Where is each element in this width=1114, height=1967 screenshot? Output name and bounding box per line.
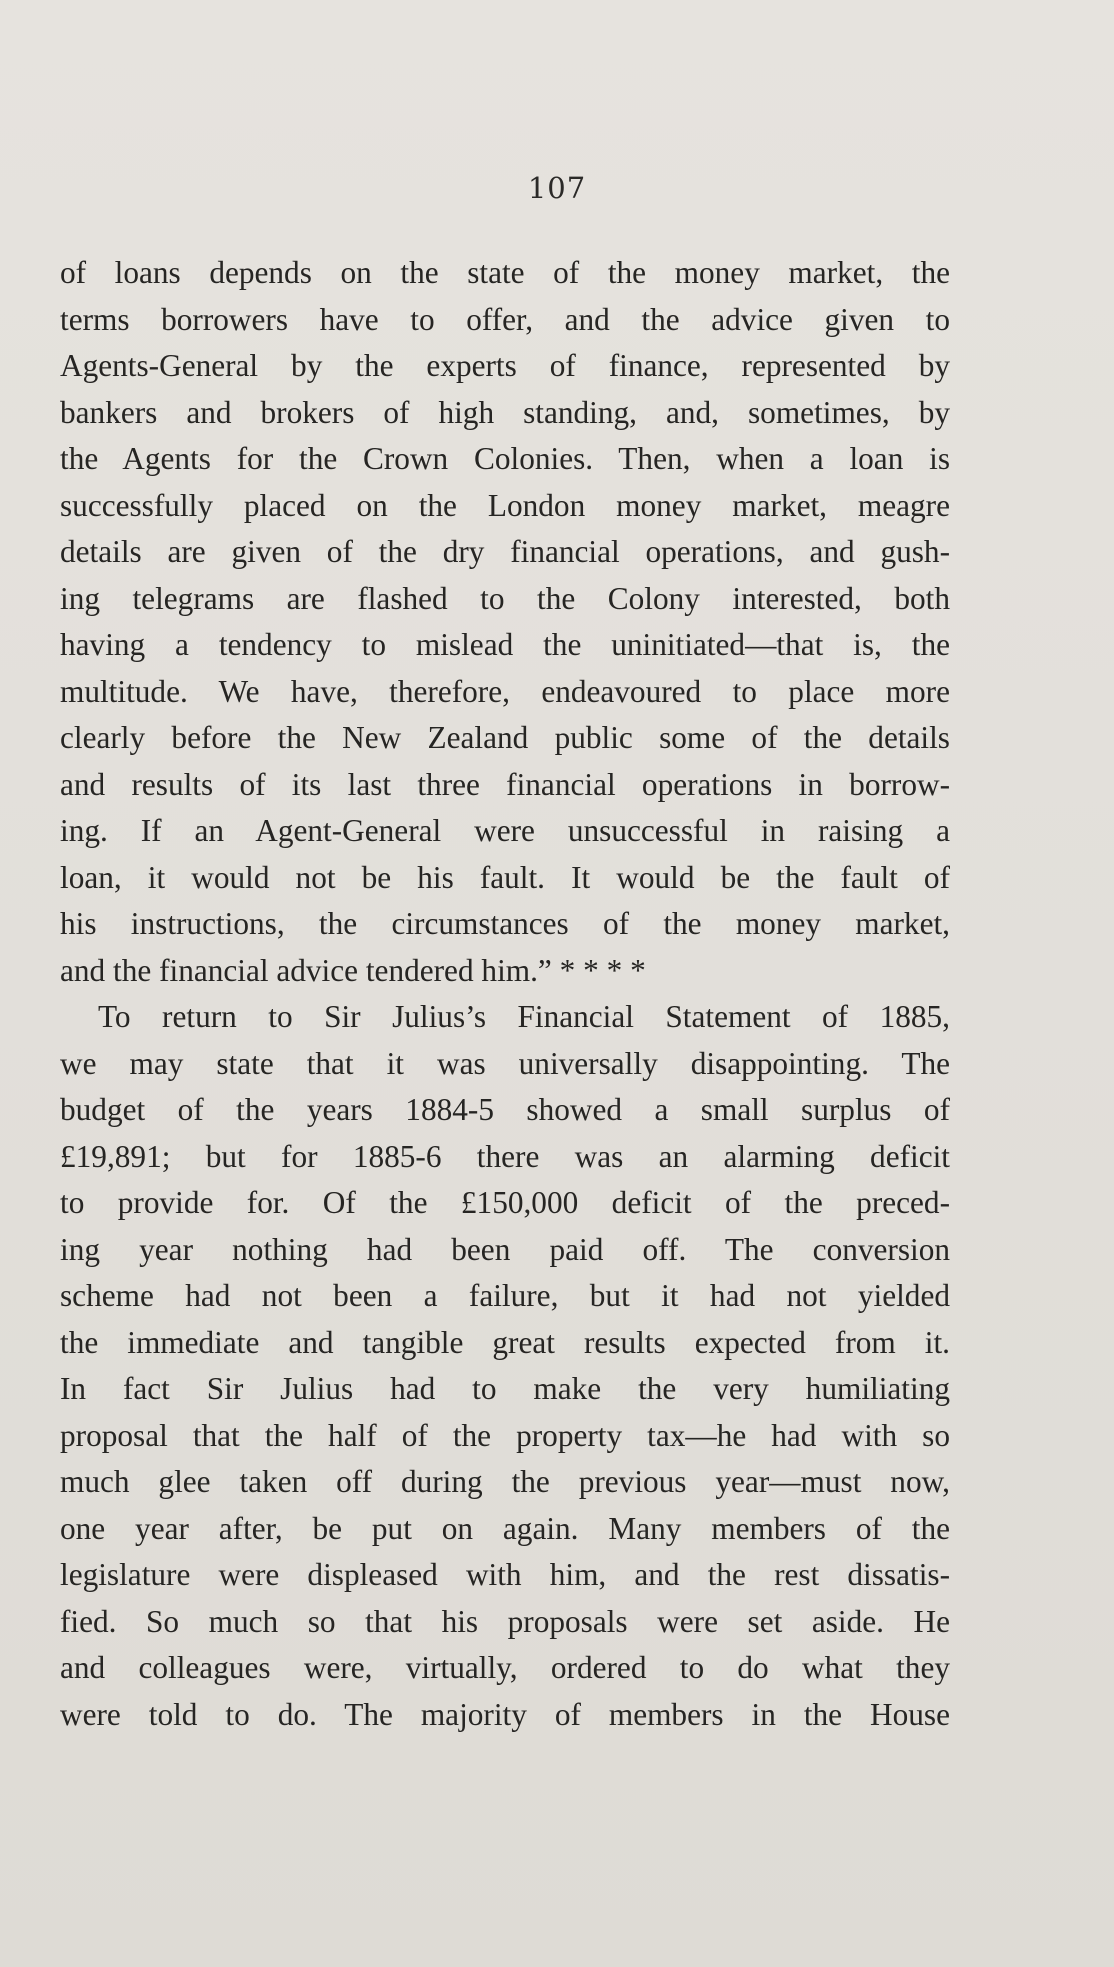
text-line: details are given of the dry financial operations, and gush- bbox=[60, 534, 950, 569]
text-line: we may state that it was universally disappointing. The bbox=[60, 1045, 950, 1081]
body-text bbox=[60, 250, 950, 1738]
text-line: fied. So much so that his proposals were set aside. He bbox=[60, 1603, 950, 1639]
text-line: In fact Sir Julius had to make the very humiliating bbox=[60, 1371, 950, 1406]
text-line: legislature were displeased with him, and the rest dissatis- bbox=[60, 1557, 950, 1592]
text-line: loan, it would not be his fault. It would be the fault of bbox=[60, 859, 950, 895]
text-line: the Agents for the Crown Colonies. Then, when a loan is bbox=[60, 441, 950, 476]
text-line: budget of the years 1884-5 showed a small surplus of bbox=[60, 1092, 950, 1127]
text-line: ing. If an Agent-General were unsuccessful in raising a bbox=[60, 813, 950, 848]
text-line: bankers and brokers of high standing, and, sometimes, by bbox=[60, 394, 950, 430]
text-line: the immediate and tangible great results expected from it. bbox=[60, 1324, 950, 1360]
text-line: proposal that the half of the property tax—he had with so bbox=[60, 1417, 950, 1453]
text-line: of loans depends on the state of the money market, the bbox=[60, 255, 950, 290]
text-line: clearly before the New Zealand public some of the details bbox=[60, 720, 950, 755]
text-line: and colleagues were, virtually, ordered to do what they bbox=[60, 1650, 950, 1685]
text-line: scheme had not been a failure, but it had not yielded bbox=[60, 1278, 950, 1313]
text-line: and the financial advice tendered him.” * * * * bbox=[60, 952, 646, 988]
text-line: multitude. We have, therefore, endeavoured to place more bbox=[60, 673, 950, 709]
text-line: his instructions, the circumstances of the money market, bbox=[60, 906, 950, 941]
page-number: 107 bbox=[527, 171, 587, 205]
text-line: were told to do. The majority of members in the House bbox=[60, 1696, 950, 1732]
paragraph-start-line: To return to Sir Julius’s Financial Statement of 1885, bbox=[98, 999, 950, 1034]
text-line: terms borrowers have to offer, and the advice given to bbox=[60, 301, 950, 337]
text-line: and results of its last three financial operations in borrow- bbox=[60, 766, 950, 802]
text-line: ing telegrams are flashed to the Colony interested, both bbox=[60, 580, 950, 616]
text-line: ing year nothing had been paid off. The conversion bbox=[60, 1231, 950, 1267]
text-line: successfully placed on the London money market, meagre bbox=[60, 487, 950, 523]
text-line: Agents-General by the experts of finance, represented by bbox=[60, 348, 950, 383]
text-line: £19,891; but for 1885-6 there was an alarming deficit bbox=[60, 1138, 950, 1174]
text-line: much glee taken off during the previous year—must now, bbox=[60, 1464, 950, 1499]
text-line: one year after, be put on again. Many members of the bbox=[60, 1510, 950, 1546]
text-line: having a tendency to mislead the uninitiated—that is, the bbox=[60, 627, 950, 662]
text-line: to provide for. Of the £150,000 deficit of the preced- bbox=[60, 1185, 950, 1220]
